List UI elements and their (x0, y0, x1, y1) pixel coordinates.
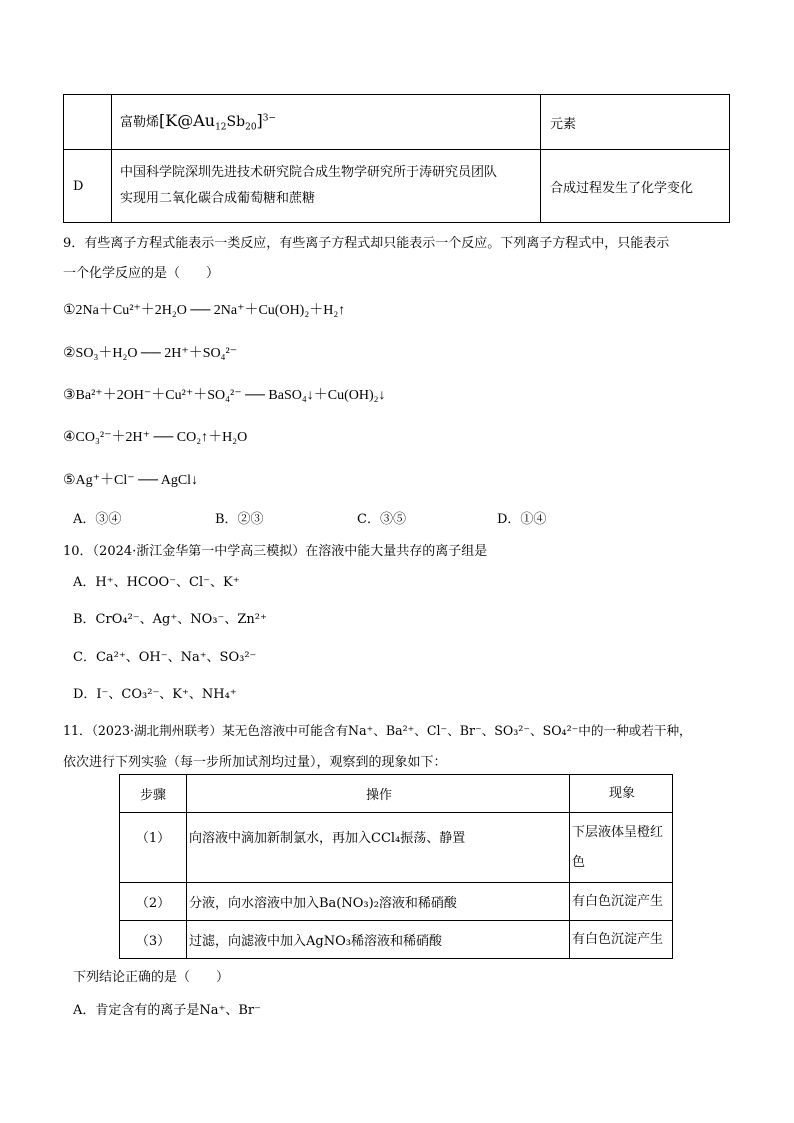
header-operation: 操作 (187, 775, 570, 813)
phenomenon-line: 色 (572, 854, 586, 870)
table-row (120, 813, 673, 883)
q10-option-a: A．H⁺、HCOO⁻、Cl⁻、K⁺ (73, 575, 240, 590)
sub-12: 12 (215, 122, 227, 133)
table-header-row (120, 775, 673, 813)
row-result: 合成过程发生了化学变化 (541, 150, 730, 223)
row-content (112, 95, 541, 150)
q9-option-b: B．②③ (215, 512, 264, 527)
q9-option-a: A．③④ (73, 512, 122, 527)
bracket-open: [K@Au (159, 111, 216, 130)
q11-stem-line2: 依次进行下列实验（每一步所加试剂均过量），观察到的现象如下： (63, 755, 447, 770)
top-table (63, 94, 730, 223)
row-result: 元素 (541, 95, 730, 150)
row-label (64, 95, 112, 150)
step-cell: （2） (120, 883, 187, 921)
q9-option-d: D．①④ (497, 512, 547, 527)
header-phenomenon: 现象 (570, 775, 673, 813)
q9-equation-2: ②SO₃＋H₂O ── 2H⁺＋SO₄²⁻ (63, 346, 238, 361)
row-content (112, 150, 541, 223)
q11-follow: 下列结论正确的是（ ） (73, 970, 230, 985)
q9-equation-4: ④CO₃²⁻＋2H⁺ ── CO₂↑＋H₂O (63, 430, 248, 445)
table-row (64, 95, 730, 150)
content-line: 中国科学院深圳先进技术研究院合成生物学研究所于涛研究员团队 (120, 165, 498, 180)
q9-stem-line2: 一个化学反应的是（ ） (63, 266, 220, 281)
operation-cell: 过滤，向滤液中加入AgNO₃稀溶液和稀硝酸 (187, 921, 570, 959)
operation-cell: 向溶液中滴加新制氯水，再加入CCl₄振荡、静置 (187, 813, 570, 883)
q11-stem-line1: 11．（2023·湖北荆州联考）某无色溶液中可能含有Na⁺、Ba²⁺、Cl⁻、Br⁻、SO₃²⁻、SO₄²⁻中的一种或若干种， (63, 723, 692, 738)
q9-stem-line1: 9．有些离子方程式能表示一类反应，有些离子方程式却只能表示一个反应。下列离子方程式中，只能表示 (63, 236, 670, 251)
q11-option-a: A．肯定含有的离子是Na⁺、Br⁻ (73, 1003, 262, 1018)
sub-20: 20 (245, 122, 257, 133)
header-step: 步骤 (120, 775, 187, 813)
phenomenon-cell (570, 813, 673, 883)
q9-option-c: C．③⑤ (357, 512, 406, 527)
table-row (64, 150, 730, 223)
q10-stem: 10．（2024·浙江金华第一中学高三模拟）在溶液中能大量共存的离子组是 (63, 544, 488, 559)
phenomenon-cell: 有白色沉淀产生 (570, 883, 673, 921)
step-cell: （1） (120, 813, 187, 883)
step-cell: （3） (120, 921, 187, 959)
q10-option-b: B．CrO₄²⁻、Ag⁺、NO₃⁻、Zn²⁺ (73, 612, 267, 627)
operation-cell: 分液，向水溶液中加入Ba(NO₃)₂溶液和稀硝酸 (187, 883, 570, 921)
formula-mid: Sb (226, 114, 246, 130)
phenomenon-line: 下层液体呈橙红 (572, 824, 664, 840)
content-prefix: 富勒烯 (120, 115, 160, 130)
q10-option-d: D．I⁻、CO₃²⁻、K⁺、NH₄⁺ (73, 687, 237, 702)
phenomenon-cell: 有白色沉淀产生 (570, 921, 673, 959)
content-line: 实现用二氧化碳合成葡萄糖和蔗糖 (120, 191, 316, 206)
q9-equation-3: ③Ba²⁺＋2OH⁻＋Cu²⁺＋SO₄²⁻ ── BaSO₄↓＋Cu(OH)₂↓ (63, 388, 386, 403)
experiment-table (119, 774, 673, 959)
q9-equation-5: ⑤Ag⁺＋Cl⁻ ── AgCl↓ (63, 473, 199, 488)
q9-equation-1: ①2Na＋Cu²⁺＋2H₂O ── 2Na⁺＋Cu(OH)₂＋H₂↑ (63, 303, 346, 318)
charge-sup: 3− (262, 113, 277, 124)
table-row (120, 883, 673, 921)
bracket-close: ] (256, 111, 263, 130)
row-label: D (64, 150, 112, 223)
table-row (120, 921, 673, 959)
q10-option-c: C．Ca²⁺、OH⁻、Na⁺、SO₃²⁻ (73, 650, 257, 665)
